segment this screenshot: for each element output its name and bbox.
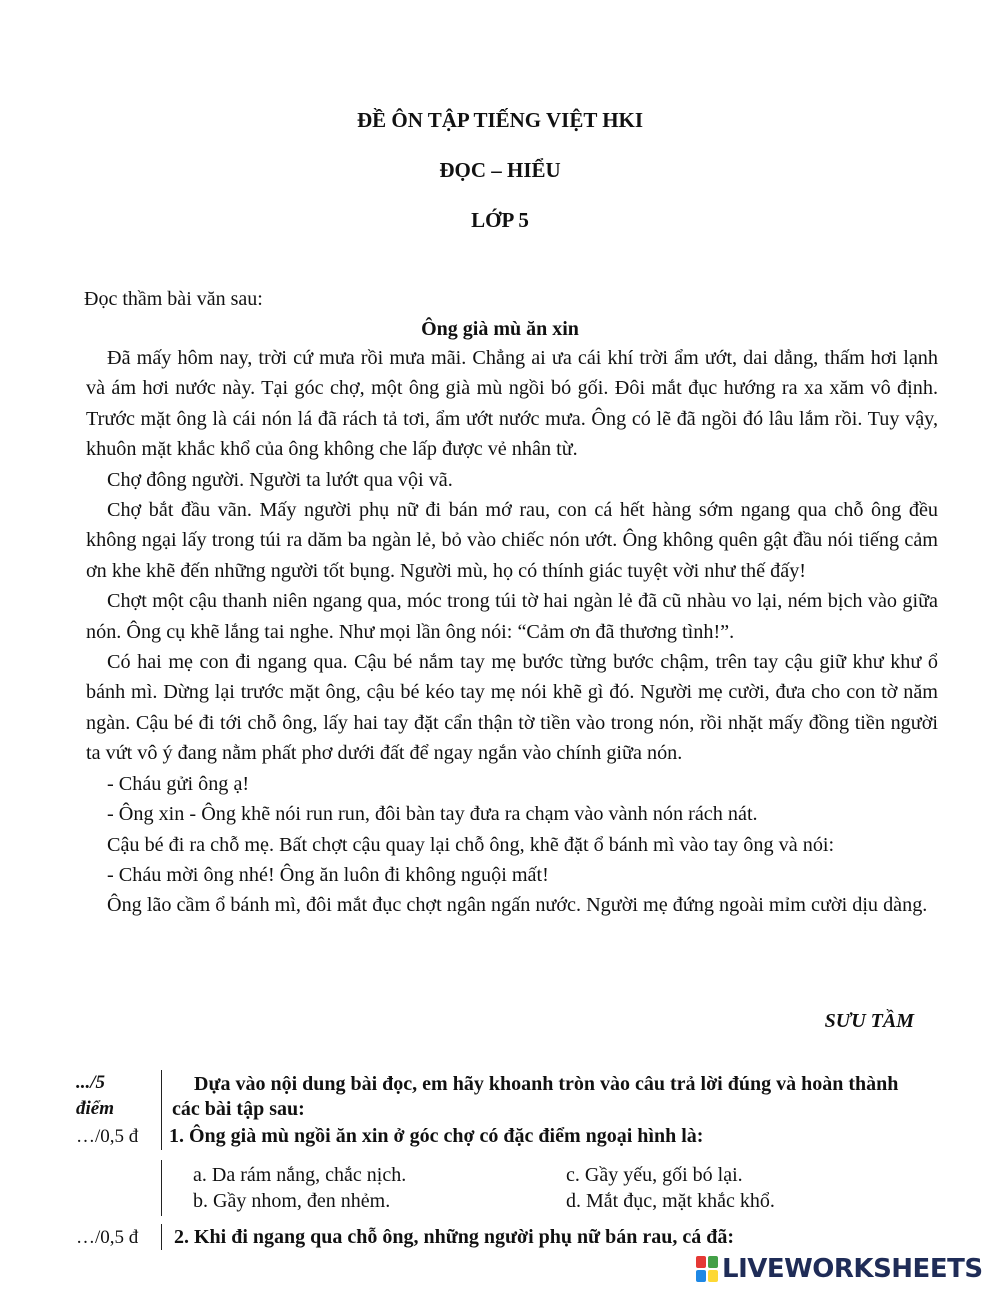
story-paragraph: - Cháu mời ông nhé! Ông ăn luôn đi không nguội mất! (107, 863, 549, 886)
story-paragraph: Chợt một cậu thanh niên ngang qua, móc trong túi tờ hai ngàn lẻ đã cũ nhàu vo lại, ném bịch vào giữa nón. Ông cụ khẽ lắng tai nghe. Như mọi lần ông nói: “Cảm ơn đã thương tình!”. (86, 590, 938, 643)
reading-intro: Đọc thầm bài văn sau: (84, 288, 263, 310)
story-title: Ông già mù ăn xin (421, 318, 579, 340)
story-paragraph: - Cháu gửi ông ạ! (107, 772, 250, 795)
liveworksheets-logo (696, 1254, 983, 1284)
question-2-score[interactable]: …/0,5 đ (76, 1227, 139, 1248)
exercise-instruction: Dựa vào nội dung bài đọc, em hãy khoanh tròn vào câu trả lời đúng và hoàn thành các bài tập sau: (172, 1073, 899, 1120)
total-score-unit: điểm (76, 1098, 114, 1119)
grade-label: LỚP 5 (471, 208, 529, 232)
brand-name: LIVEWORKSHEETS (722, 1254, 983, 1284)
story-paragraph: - Ông xin - Ông khẽ nói run run, đôi bàn tay đưa ra chạm vào vành nón rách nát. (107, 803, 758, 826)
total-score: .../5 (76, 1072, 106, 1093)
worksheet-subtitle: ĐỌC – HIỂU (439, 158, 561, 182)
story-paragraph: Cậu bé đi ra chỗ mẹ. Bất chợt cậu quay lại chỗ ông, khẽ đặt ổ bánh mì vào tay ông và nói: (107, 833, 835, 856)
question-1-option-c[interactable]: c. Gầy yếu, gối bó lại. (566, 1164, 743, 1186)
question-1-option-a[interactable]: a. Da rám nắng, chắc nịch. (193, 1164, 407, 1186)
story-paragraph: Có hai mẹ con đi ngang qua. Cậu bé nắm tay mẹ bước từng bước chậm, trên tay cậu giữ khư khư ổ bánh mì. Dừng lại trước mặt ông, cậu bé kéo tay mẹ nói khẽ gì đó. Người mẹ cười, đưa cho con tờ năm ngàn. Cậu bé đi tới chỗ ông, lấy hai tay đặt cẩn thận tờ tiền vào trong nón, rồi nhặt mấy đồng tiền người ta vứt vô ý đang nằm phất phơ dưới đất để ngay ngắn vào chính giữa nón. (86, 651, 938, 765)
question-1-text: 1. Ông già mù ngồi ăn xin ở góc chợ có đặc điểm ngoại hình là: (169, 1125, 704, 1147)
story-body (86, 343, 938, 921)
worksheet-title: ĐỀ ÔN TẬP TIẾNG VIỆT HKI (356, 108, 644, 132)
score-divider (161, 1224, 162, 1250)
story-paragraph: Chợ đông người. Người ta lướt qua vội vã. (107, 468, 453, 491)
story-paragraph: Ông lão cầm ổ bánh mì, đôi mắt đục chợt ngân ngấn nước. Người mẹ đứng ngoài mỉm cười dịu dàng. (107, 894, 928, 917)
liveworksheets-mark-icon (696, 1256, 718, 1282)
story-paragraph: Đã mấy hôm nay, trời cứ mưa rồi mưa mãi. Chẳng ai ưa cái khí trời ẩm ướt, dai dẳng, thấm hơi lạnh và ám hơi nước này. Tại góc chợ, một ông già mù ngồi bó gối. Đôi mắt đục hướng ra xa xăm vô định. Trước mặt ông là cái nón lá đã rách tả tơi, ẩm ướt nước mưa. Ông có lẽ đã ngồi đó lâu lắm rồi. Tuy vậy, khuôn mặt khắc khổ của ông không che lấp được vẻ nhân từ. (86, 347, 938, 461)
question-2-text: 2. Khi đi ngang qua chỗ ông, những người phụ nữ bán rau, cá đã: (174, 1226, 735, 1248)
score-divider (161, 1160, 162, 1216)
score-divider (161, 1070, 162, 1150)
source-credit: SƯU TẦM (824, 1010, 914, 1032)
story-paragraph: Chợ bắt đầu vãn. Mấy người phụ nữ đi bán mớ rau, con cá hết hàng sớm ngang qua chỗ ông đều không ngại lấy trong túi ra dăm ba ngàn lẻ, bỏ vào chiếc nón ướt. Ông không quên gật đầu nói tiếng cảm ơn khe khẽ đến những người tốt bụng. Người mù, họ có thính giác tuyệt vời như thế đấy! (86, 499, 938, 582)
question-1-option-d[interactable]: d. Mắt đục, mặt khắc khổ. (566, 1190, 775, 1212)
question-1-option-b[interactable]: b. Gầy nhom, đen nhẻm. (193, 1190, 391, 1212)
question-1-score[interactable]: …/0,5 đ (76, 1126, 139, 1147)
